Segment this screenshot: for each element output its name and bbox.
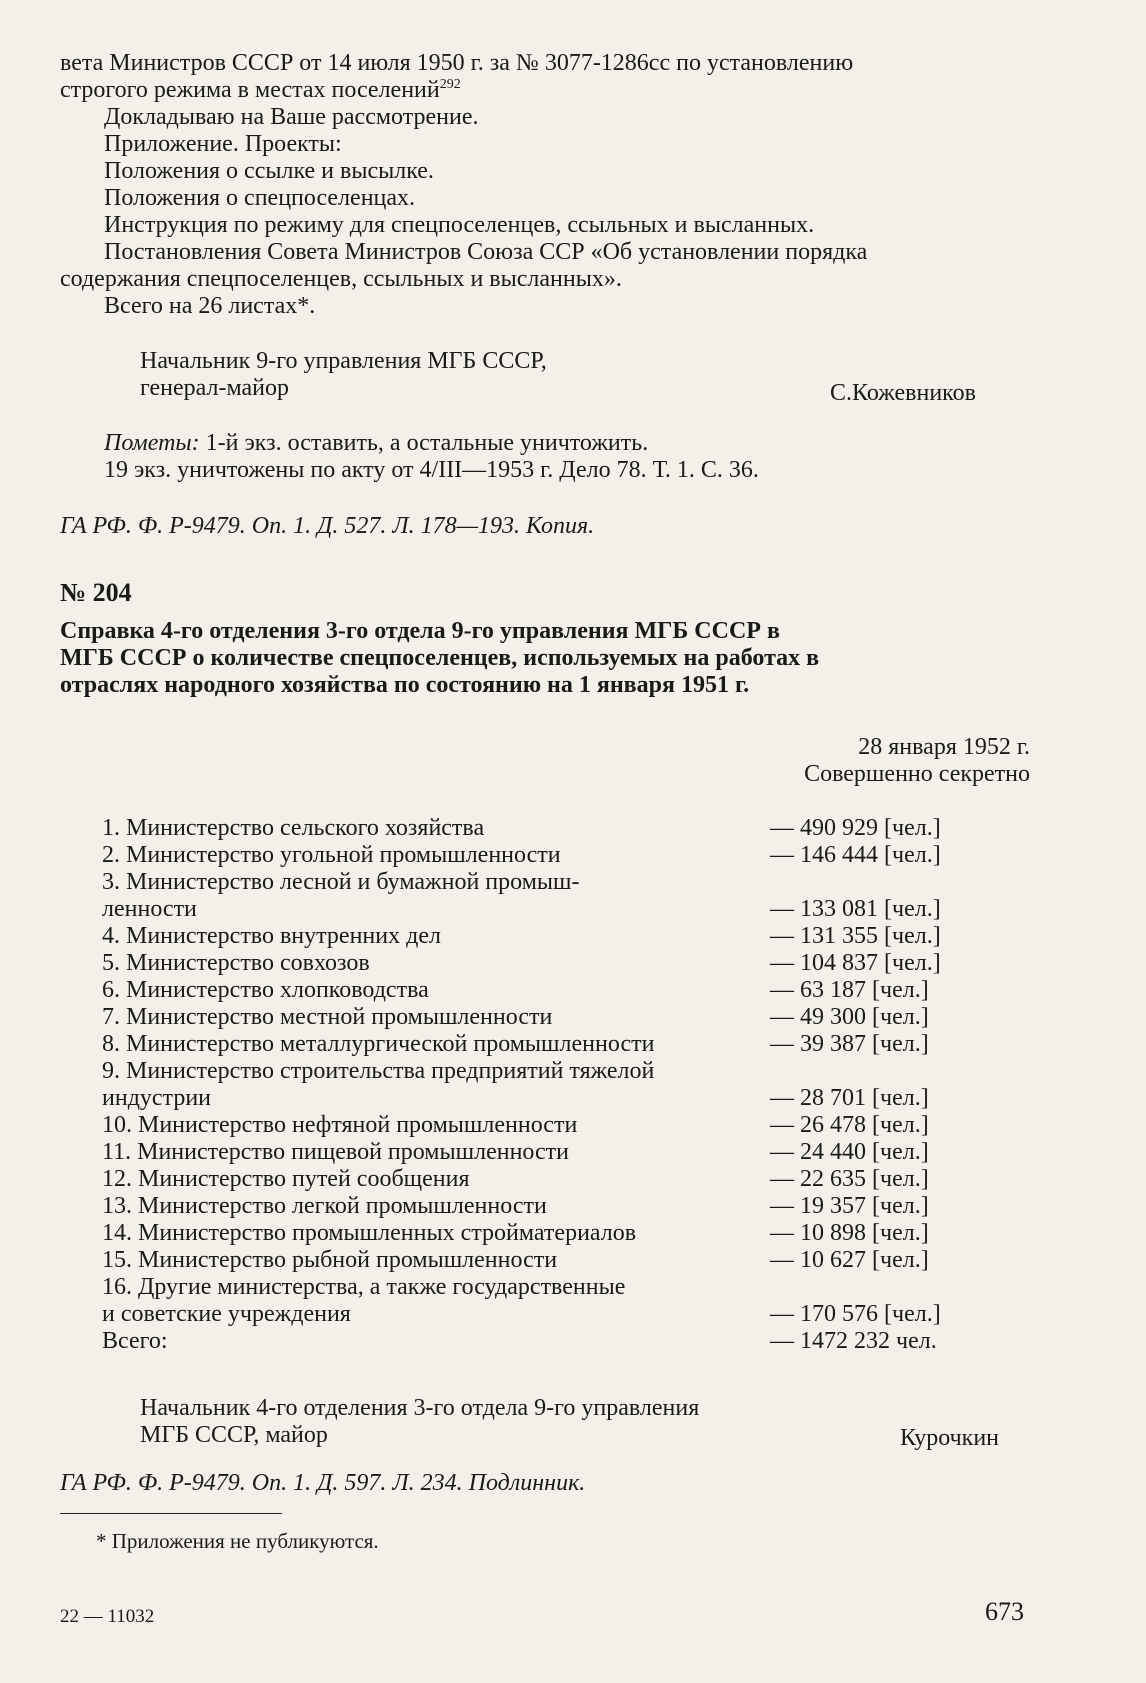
ministry-name: 7. Министерство местной промышленности (102, 1004, 553, 1030)
signer2-rank: МГБ СССР, майор (140, 1422, 328, 1448)
ministry-value: — 24 440 [чел.] (770, 1139, 929, 1165)
ministry-name: 3. Министерство лесной и бумажной промыш- (102, 869, 580, 895)
ministry-value: — 63 187 [чел.] (770, 977, 929, 1003)
intro-line-4: Приложение. Проекты: (104, 131, 342, 157)
intro-line-6: Положения о спецпоселенцах. (104, 185, 416, 211)
document-number: № 204 (60, 578, 132, 607)
ministry-value: — 10 898 [чел.] (770, 1220, 929, 1246)
ministry-name: 1. Министерство сельского хозяйства (102, 815, 485, 841)
signer2-name: Курочкин (900, 1425, 999, 1451)
ministry-value: — 39 387 [чел.] (770, 1031, 929, 1057)
ministry-value: — 146 444 [чел.] (770, 842, 941, 868)
intro-line-2: строгого режима в местах поселений$^{292}$ (60, 77, 461, 103)
intro-line-8: Постановления Совета Министров Союза ССР «Об установлении порядка (104, 239, 868, 265)
ministry-value: — 170 576 [чел.] (770, 1301, 941, 1327)
page-signature: 22 — 11032 (60, 1606, 155, 1627)
ministry-name: 14. Министерство промышленных стройматериалов (102, 1220, 637, 1246)
ministry-name: индустрии (102, 1085, 212, 1111)
marks-line-2: 19 экз. уничтожены по акту от 4/III—1953 г. Дело 78. Т. 1. С. 36. (104, 457, 759, 483)
signer1-rank: генерал-майор (140, 375, 290, 401)
signer1-title: Начальник 9-го управления МГБ СССР, (140, 348, 547, 374)
document-title-line-2: МГБ СССР о количестве спецпоселенцев, используемых на работах в (60, 645, 820, 671)
ministry-value: — 19 357 [чел.] (770, 1193, 929, 1219)
intro-line-5: Положения о ссылке и высылке. (104, 158, 434, 184)
ministry-name: 8. Министерство металлургической промышленности (102, 1031, 655, 1057)
ministry-value: — 131 355 [чел.] (770, 923, 941, 949)
ministry-name: 16. Другие министерства, а также государственные (102, 1274, 626, 1300)
ministry-name: ленности (102, 896, 197, 922)
ministry-value: — 104 837 [чел.] (770, 950, 941, 976)
ministry-value: — 28 701 [чел.] (770, 1085, 929, 1111)
footnote-rule (60, 1513, 282, 1514)
ministry-name: 9. Министерство строительства предприятий тяжелой (102, 1058, 655, 1084)
footnote: * Приложения не публикуются. (96, 1529, 379, 1553)
ministry-name: и советские учреждения (102, 1301, 351, 1327)
source-citation-1: ГА РФ. Ф. Р-9479. Оп. 1. Д. 527. Л. 178—193. Копия. (60, 513, 595, 539)
intro-line-1: вета Министров СССР от 14 июля 1950 г. за № 3077-1286сс по установлению (60, 50, 854, 76)
footnote-ref: 292 (439, 77, 461, 92)
signer2-title: Начальник 4-го отделения 3-го отдела 9-го управления (140, 1395, 700, 1421)
ministry-value: — 22 635 [чел.] (770, 1166, 929, 1192)
intro-line-3: Докладываю на Ваше рассмотрение. (104, 104, 479, 130)
document-title-line-3: отраслях народного хозяйства по состоянию на 1 января 1951 г. (60, 672, 750, 698)
secrecy-stamp: Совершенно секретно (804, 761, 1030, 787)
marks-label: Пометы: (104, 430, 200, 456)
ministry-value: — 1472 232 чел. (770, 1328, 937, 1354)
ministry-name: 2. Министерство угольной промышленности (102, 842, 561, 868)
ministry-name: 15. Министерство рыбной промышленности (102, 1247, 558, 1273)
source-citation-2: ГА РФ. Ф. Р-9479. Оп. 1. Д. 597. Л. 234. Подлинник. (60, 1470, 586, 1496)
ministry-value: — 10 627 [чел.] (770, 1247, 929, 1273)
intro-line-7: Инструкция по режиму для спецпоселенцев, ссыльных и высланных. (104, 212, 815, 238)
ministry-name: 5. Министерство совхозов (102, 950, 370, 976)
ministry-name: 12. Министерство путей сообщения (102, 1166, 470, 1192)
ministry-value: — 133 081 [чел.] (770, 896, 941, 922)
document-title-line-1: Справка 4-го отделения 3-го отдела 9-го управления МГБ СССР в (60, 618, 780, 644)
intro-line-10: Всего на 26 листах*. (104, 293, 316, 319)
ministry-name: 4. Министерство внутренних дел (102, 923, 441, 949)
ministry-name: 13. Министерство легкой промышленности (102, 1193, 547, 1219)
intro-line-9: содержания спецпоселенцев, ссыльных и высланных». (60, 266, 622, 292)
signer1-name: С.Кожевников (830, 380, 976, 406)
ministry-name: 11. Министерство пищевой промышленности (102, 1139, 569, 1165)
ministry-name: 6. Министерство хлопководства (102, 977, 429, 1003)
ministry-value: — 26 478 [чел.] (770, 1112, 929, 1138)
ministry-name: Всего: (102, 1328, 168, 1354)
ministry-value: — 49 300 [чел.] (770, 1004, 929, 1030)
document-date: 28 января 1952 г. (858, 734, 1030, 760)
ministry-value: — 490 929 [чел.] (770, 815, 941, 841)
ministry-name: 10. Министерство нефтяной промышленности (102, 1112, 578, 1138)
marks-line-1: Пометы: 1-й экз. оставить, а остальные уничтожить. (104, 430, 649, 456)
page-number: 673 (985, 1597, 1024, 1626)
